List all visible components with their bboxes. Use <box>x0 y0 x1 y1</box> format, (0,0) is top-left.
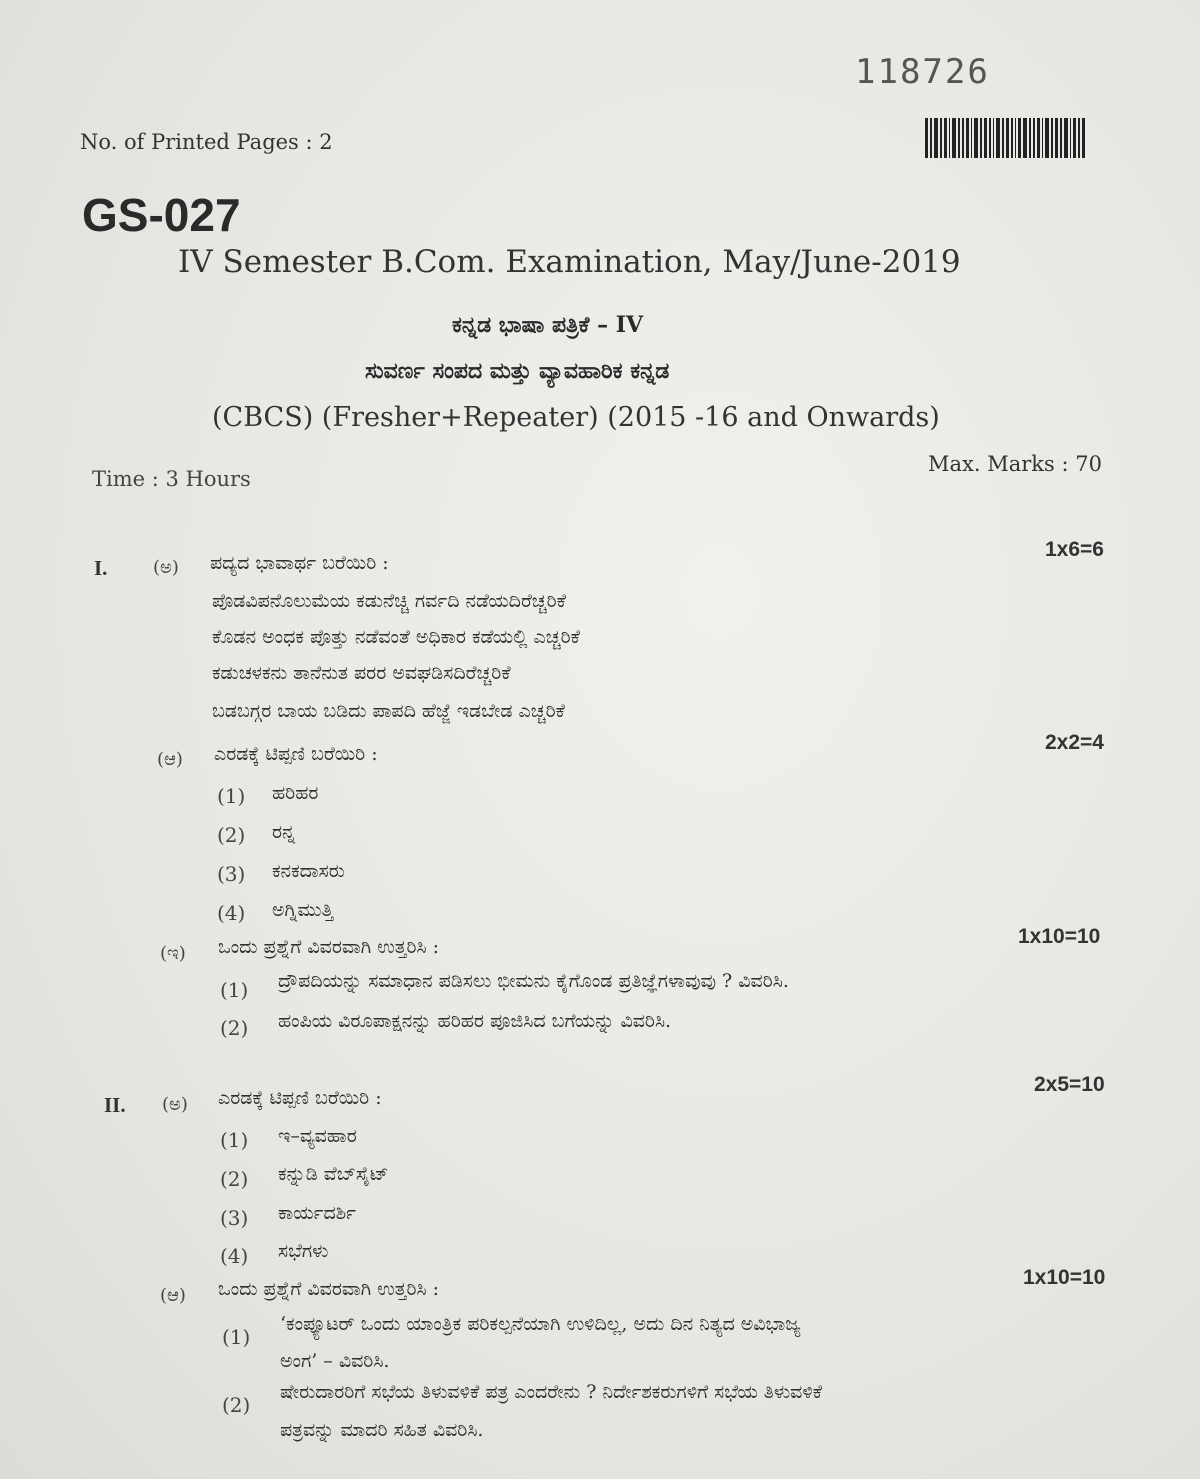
item-number: (1) <box>217 784 246 808</box>
section-1-number: I. <box>94 556 108 580</box>
list-item: ಇ–ವ್ಯವಹಾರ <box>278 1125 357 1147</box>
paper-code: GS-027 <box>82 189 241 241</box>
question-text: ಪತ್ರವನ್ನು ಮಾದರಿ ಸಹಿತ ವಿವರಿಸಿ. <box>280 1419 484 1441</box>
question-text: ದ್ರೌಪದಿಯನ್ನು ಸಮಾಧಾನ ಪಡಿಸಲು ಭೀಮನು ಕೈಗೊಂಡ ಪ್ರತಿಜ್ಞೆಗಳಾವುವು ? ವಿವರಿಸಿ. <box>278 970 789 992</box>
q2b-marks: 1x10=10 <box>1023 1266 1106 1289</box>
q2a-instruction: ಎರಡಕ್ಕೆ ಟಿಪ್ಪಣಿ ಬರೆಯಿರಿ : <box>218 1087 382 1109</box>
question-text: ‘ಕಂಪ್ಯೂಟರ್ ಒಂದು ಯಾಂತ್ರಿಕ ಪರಿಕಲ್ಪನೆಯಾಗಿ ಉಳಿದಿಲ್ಲ, ಅದು ದಿನ ನಿತ್ಯದ ಅವಿಭಾಜ್ಯ <box>280 1313 801 1335</box>
q2a-marks: 2x5=10 <box>1034 1073 1105 1096</box>
list-item: ಹರಿಹರ <box>272 782 319 804</box>
list-item: ಕನಕದಾಸರು <box>272 860 345 882</box>
q1a-instruction: ಪದ್ಯದ ಭಾವಾರ್ಥ ಬರೆಯಿರಿ : <box>210 552 389 574</box>
time-allowed: Time : 3 Hours <box>92 467 251 491</box>
item-number: (2) <box>222 1393 251 1417</box>
q1c-label: (ಇ) <box>160 943 186 964</box>
subject-title: ಕನ್ನಡ ಭಾಷಾ ಪತ್ರಿಕೆ – IV <box>452 312 644 338</box>
item-number: (2) <box>217 823 246 847</box>
item-number: (4) <box>217 901 246 925</box>
list-item: ಕನ್ನುಡಿ ವೆಬ್‌ಸೈಟ್ <box>278 1163 389 1185</box>
q1b-marks: 2x2=4 <box>1045 731 1104 754</box>
question-text: ಹಂಪಿಯ ವಿರೂಪಾಕ್ಷನನ್ನು ಹರಿಹರ ಪೂಜಿಸಿದ ಬಗೆಯನ್ನು ವಿವರಿಸಿ. <box>278 1010 672 1032</box>
q1c-marks: 1x10=10 <box>1018 925 1101 948</box>
q1c-instruction: ಒಂದು ಪ್ರಶ್ನೆಗೆ ವಿವರವಾಗಿ ಉತ್ತರಿಸಿ : <box>218 936 440 958</box>
poem-line: ಕೊಡನ ಅಂಧಕ ಪೊತ್ತು ನಡೆವಂತೆ ಅಧಿಕಾರ ಕಡೆಯಲ್ಲಿ ಎಚ್ಚರಿಕೆ <box>212 626 580 648</box>
question-text: ಅಂಗ’ – ವಿವರಿಸಿ. <box>280 1350 390 1372</box>
q1a-marks: 1x6=6 <box>1045 538 1104 561</box>
list-item: ರನ್ನ <box>272 821 296 843</box>
item-number: (4) <box>220 1244 249 1268</box>
q2a-label: (ಅ) <box>162 1094 188 1115</box>
printed-pages-note: No. of Printed Pages : 2 <box>80 130 333 154</box>
subject-subtitle: ಸುವರ್ಣ ಸಂಪದ ಮತ್ತು ವ್ಯಾವಹಾರಿಕ ಕನ್ನಡ <box>365 358 670 384</box>
item-number: (2) <box>220 1016 249 1040</box>
item-number: (1) <box>220 978 249 1002</box>
item-number: (1) <box>220 1128 249 1152</box>
item-number: (2) <box>220 1167 249 1191</box>
scheme-line: (CBCS) (Fresher+Repeater) (2015 -16 and Onwards) <box>212 402 940 433</box>
item-number: (1) <box>222 1325 251 1349</box>
question-text: ಷೇರುದಾರರಿಗೆ ಸಭೆಯ ತಿಳುವಳಿಕೆ ಪತ್ರ ಎಂದರೇನು ? ನಿರ್ದೇಶಕರುಗಳಿಗೆ ಸಭೆಯ ತಿಳುವಳಿಕೆ <box>280 1381 823 1403</box>
max-marks: Max. Marks : 70 <box>928 452 1102 476</box>
exam-title: IV Semester B.Com. Examination, May/June-2019 <box>178 244 961 280</box>
poem-line: ಪೊಡವಿಪನೊಲುಮೆಯ ಕಡುನೆಚ್ಚಿ ಗರ್ವದಿ ನಡೆಯದಿರೆಚ್ಚರಿಕೆ <box>212 590 566 612</box>
item-number: (3) <box>217 862 246 886</box>
poem-line: ಬಡಬಗ್ಗರ ಬಾಯ ಬಡಿದು ಪಾಪದಿ ಹೆಜ್ಜೆ ಇಡಬೇಡ ಎಚ್ಚರಿಕೆ <box>212 700 565 722</box>
serial-number: 118726 <box>855 52 990 92</box>
q1a-label: (ಅ) <box>153 557 179 578</box>
q1b-instruction: ಎರಡಕ್ಕೆ ಟಿಪ್ಪಣಿ ಬರೆಯಿರಿ : <box>214 743 378 765</box>
list-item: ಸಭೆಗಳು <box>278 1240 329 1262</box>
barcode <box>925 118 1115 158</box>
q2b-label: (ಆ) <box>160 1285 186 1306</box>
section-2-number: II. <box>104 1093 126 1117</box>
list-item: ಅಗ್ನಿಮುತ್ತಿ <box>272 899 334 921</box>
poem-line: ಕಡುಚಳಕನು ತಾನೆನುತ ಪರರ ಅವಘಡಿಸದಿರೆಚ್ಚರಿಕೆ <box>212 662 511 684</box>
q2b-instruction: ಒಂದು ಪ್ರಶ್ನೆಗೆ ವಿವರವಾಗಿ ಉತ್ತರಿಸಿ : <box>218 1278 440 1300</box>
q1b-label: (ಆ) <box>157 749 183 770</box>
list-item: ಕಾರ್ಯದರ್ಶಿ <box>278 1202 356 1224</box>
item-number: (3) <box>220 1206 249 1230</box>
